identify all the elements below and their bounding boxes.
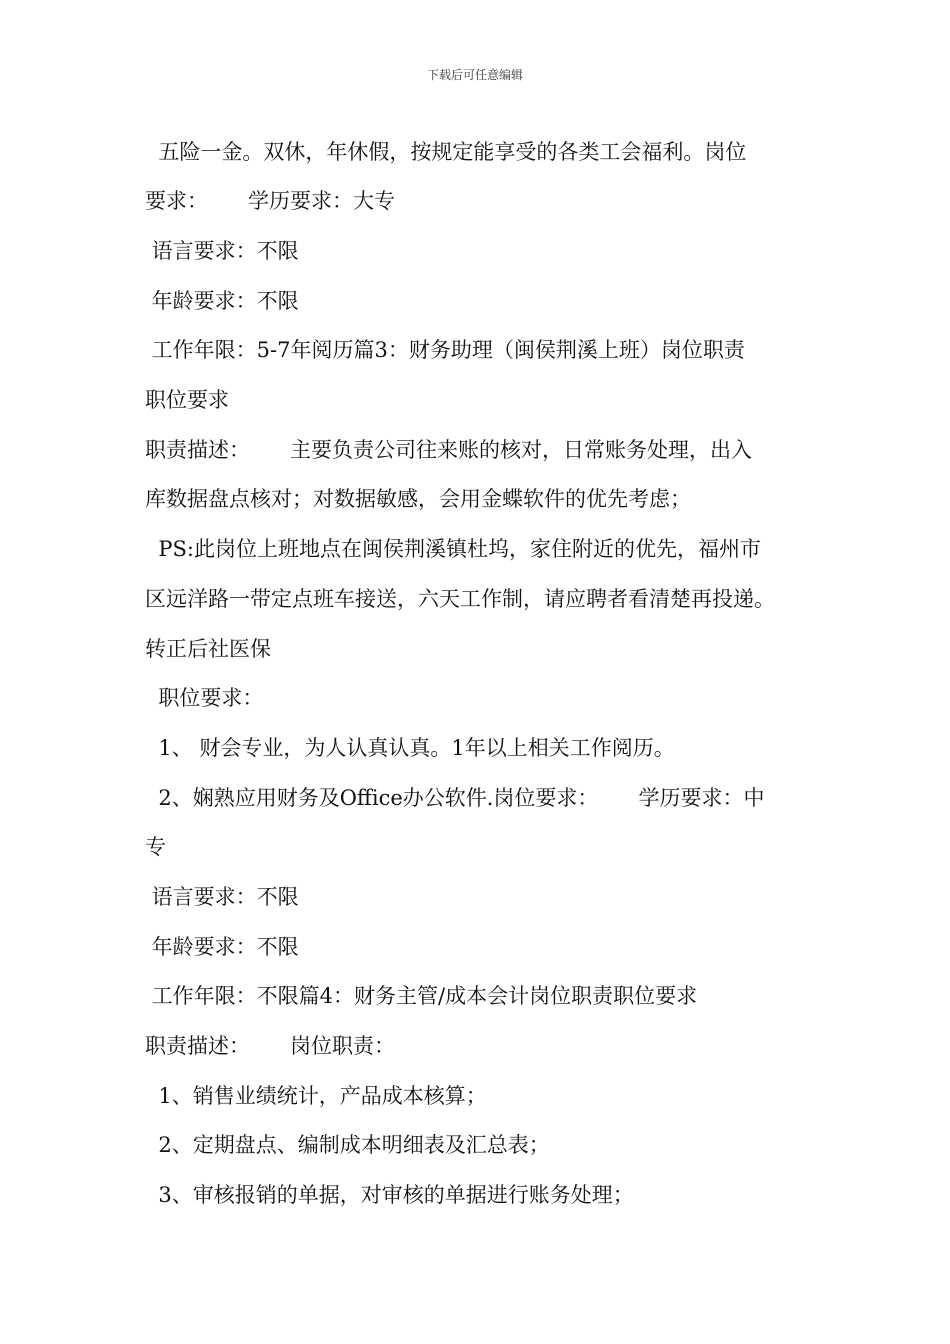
- body-line: 语言要求：不限: [145, 885, 299, 909]
- body-line: 年龄要求：不限: [145, 935, 299, 959]
- body-line: 2、定期盘点、编制成本明细表及汇总表；: [145, 1133, 550, 1157]
- body-line: 要求： 学历要求：大专: [145, 189, 396, 213]
- body-line: 库数据盘点核对；对数据敏感，会用金蝶软件的优先考虑；: [145, 487, 691, 511]
- body-line: 五险一金。双休，年休假，按规定能享受的各类工会福利。岗位: [145, 140, 747, 164]
- body-line: 转正后社医保: [145, 637, 271, 661]
- body-line: PS:此岗位上班地点在闽侯荆溪镇杜坞，家住附近的优先，福州市: [145, 537, 761, 561]
- body-line: 职位要求：: [145, 686, 264, 710]
- body-line: 语言要求：不限: [145, 239, 299, 263]
- body-line: 工作年限：不限篇4：财务主管/成本会计岗位职责职位要求: [145, 984, 698, 1008]
- body-line: 职责描述： 主要负责公司往来账的核对，日常账务处理，出入: [145, 438, 753, 462]
- body-line: 1、 财会专业，为人认真认真。1年以上相关工作阅历。: [145, 736, 675, 760]
- body-line: 职位要求: [145, 388, 229, 412]
- page-header: 下载后可任意编辑: [426, 68, 523, 82]
- body-line: 年龄要求：不限: [145, 289, 299, 313]
- body-line: 区远洋路一带定点班车接送，六天工作制，请应聘者看清楚再投递。: [145, 587, 775, 611]
- body-line: 专: [145, 835, 166, 859]
- body-line: 3、审核报销的单据，对审核的单据进行账务处理；: [145, 1183, 634, 1207]
- body-line: 工作年限：5-7年阅历篇3：财务助理（闽侯荆溪上班）岗位职责: [145, 338, 745, 362]
- body-line: 职责描述： 岗位职责：: [145, 1034, 396, 1058]
- body-line: 2、娴熟应用财务及Office办公软件.岗位要求： 学历要求：中: [145, 786, 765, 810]
- body-line: 1、销售业绩统计，产品成本核算；: [145, 1084, 487, 1108]
